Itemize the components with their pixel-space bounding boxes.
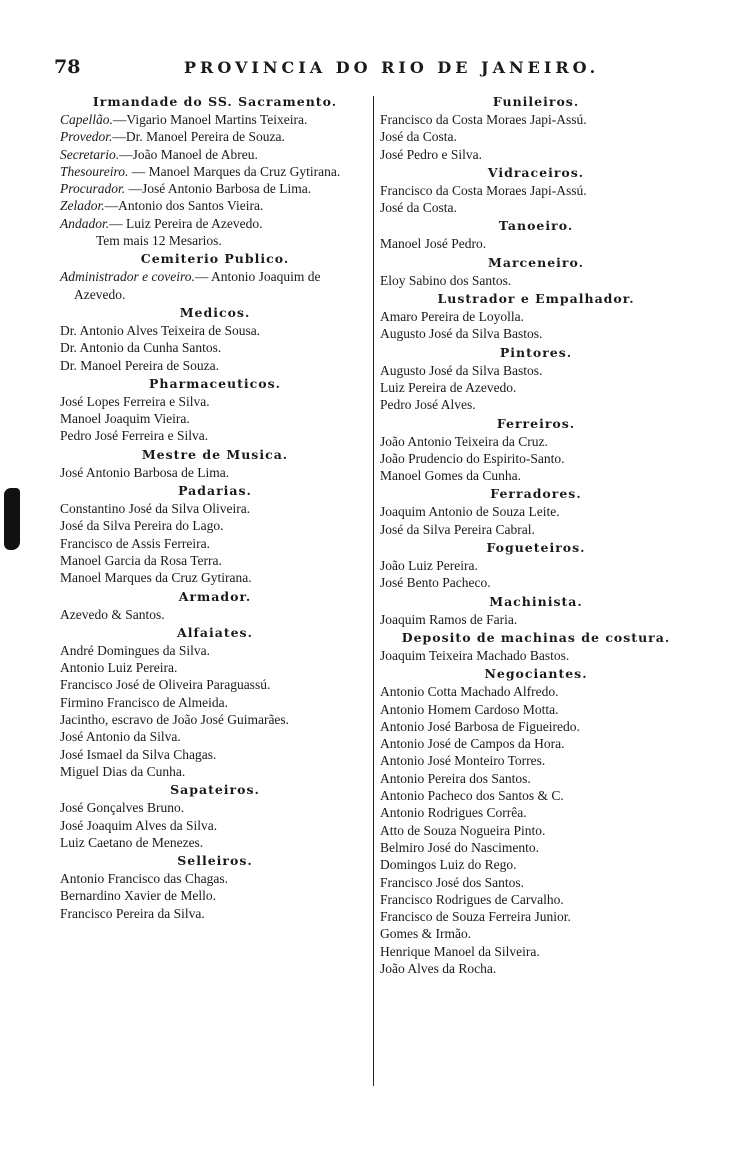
section-heading: Deposito de machinas de costura. xyxy=(401,629,671,645)
list-item: Firmino Francisco de Almeida. xyxy=(60,694,228,710)
list-item: José Ismael da Silva Chagas. xyxy=(60,746,217,762)
list-item: José Bento Pacheco. xyxy=(380,575,491,591)
list-item: Manoel Joaquim Vieira. xyxy=(60,411,190,427)
office-holder: —José Antonio Barbosa de Lima. xyxy=(125,181,312,197)
list-item: Augusto José da Silva Bastos. xyxy=(380,326,543,342)
section-heading: Pintores. xyxy=(499,344,573,360)
list-item: Dr. Antonio da Cunha Santos. xyxy=(60,340,222,356)
list-item: Dr. Antonio Alves Teixeira de Sousa. xyxy=(60,322,261,338)
list-item: Antonio Cotta Machado Alfredo. xyxy=(380,684,559,700)
list-item: Manoel Garcia da Rosa Terra. xyxy=(60,552,222,568)
list-item: José da Silva Pereira do Lago. xyxy=(60,518,224,534)
list-item: Antonio Francisco das Chagas. xyxy=(60,871,228,887)
list-item: Francisco Pereira da Silva. xyxy=(60,905,205,921)
section-heading: Sapateiros. xyxy=(170,782,260,798)
list-item: Antonio Pacheco dos Santos & C. xyxy=(380,788,564,804)
list-item: Manoel Gomes da Cunha. xyxy=(380,468,521,484)
office-holder: —Vigario Manoel Martins Teixeira. xyxy=(112,112,308,127)
office-holder: —Dr. Manoel Pereira de Souza. xyxy=(112,129,285,145)
list-item: Antonio José Barbosa de Figueiredo. xyxy=(380,718,580,734)
office-entry xyxy=(60,197,370,214)
office-title: Andador. xyxy=(60,215,110,231)
list-item: Augusto José da Silva Bastos. xyxy=(380,362,543,378)
column-divider xyxy=(373,96,374,1086)
list-item: Francisco de Assis Ferreira. xyxy=(60,535,210,551)
list-item: José Antonio da Silva. xyxy=(60,729,181,745)
office-holder: —Antonio dos Santos Vieira. xyxy=(104,198,264,214)
section-heading: Fogueteiros. xyxy=(486,540,586,556)
list-item: José da Silva Pereira Cabral. xyxy=(380,521,535,537)
list-item: João Alves da Rocha. xyxy=(380,960,497,976)
page-number: 78 xyxy=(54,56,81,78)
office-entry xyxy=(60,163,370,180)
section-heading: Funileiros. xyxy=(492,94,580,109)
section-heading: Negociantes. xyxy=(484,666,588,682)
section-heading: Cemiterio Publico. xyxy=(140,251,290,267)
list-item: Antonio José Monteiro Torres. xyxy=(380,753,546,769)
mesarios-note: Tem mais 12 Mesarios. xyxy=(96,233,222,249)
office-title: Provedor. xyxy=(60,129,113,145)
list-item: Joaquim Teixeira Machado Bastos. xyxy=(380,647,570,663)
list-item: Francisco de Souza Ferreira Junior. xyxy=(380,909,571,925)
list-item: Gomes & Irmão. xyxy=(380,926,472,942)
list-item: Dr. Manoel Pereira de Souza. xyxy=(60,357,219,373)
list-item: Francisco da Costa Moraes Japi-Assú. xyxy=(380,182,587,198)
list-item: André Domingues da Silva. xyxy=(60,642,210,658)
running-title: PROVINCIA DO RIO DE JANEIRO. xyxy=(184,58,600,77)
list-item: João Luiz Pereira. xyxy=(380,558,478,574)
section-heading: Lustrador e Empalhador. xyxy=(437,291,635,307)
list-item: Francisco da Costa Moraes Japi-Assú. xyxy=(380,112,587,127)
list-item: Luiz Pereira de Azevedo. xyxy=(380,379,517,395)
left-column xyxy=(60,92,370,922)
office-title: Capellão. xyxy=(60,112,113,127)
list-item: Antonio Homem Cardoso Motta. xyxy=(380,701,559,717)
list-item: José da Costa. xyxy=(380,200,457,216)
list-item: Atto de Souza Nogueira Pinto. xyxy=(380,822,546,838)
office-entry xyxy=(60,268,370,303)
office-entry xyxy=(60,128,370,145)
office-entry xyxy=(60,215,370,232)
list-item: Domingos Luiz do Rego. xyxy=(380,857,517,873)
section-heading: Pharmaceuticos. xyxy=(148,375,281,391)
office-title: Secretario. xyxy=(60,146,120,162)
list-item: Francisco José de Oliveira Paraguassú. xyxy=(60,677,271,693)
section-heading: Marceneiro. xyxy=(488,254,584,270)
section-heading: Medicos. xyxy=(179,304,251,320)
section-heading: Tanoeiro. xyxy=(498,218,574,234)
list-item: Manoel Marques da Cruz Gytirana. xyxy=(60,570,252,586)
office-holder: — Luiz Pereira de Azevedo. xyxy=(109,215,263,231)
list-item: Jacintho, escravo de João José Guimarães. xyxy=(60,712,290,728)
list-item: Eloy Sabino dos Santos. xyxy=(380,272,512,288)
office-entry xyxy=(60,146,370,163)
list-item: José Joaquim Alves da Silva. xyxy=(60,817,218,833)
list-item: Constantino José da Silva Oliveira. xyxy=(60,501,251,517)
list-item: Antonio Luiz Pereira. xyxy=(60,660,178,676)
office-holder: — Manoel Marques da Cruz Gytirana. xyxy=(128,163,341,179)
office-entry xyxy=(60,180,370,197)
page-header xyxy=(54,56,694,82)
list-item: Joaquim Ramos de Faria. xyxy=(380,611,518,627)
section-heading: Armador. xyxy=(178,588,252,604)
section-heading: Mestre de Musica. xyxy=(141,446,289,462)
list-item: Antonio Rodrigues Corrêa. xyxy=(380,805,527,821)
list-item: Manoel José Pedro. xyxy=(380,236,487,252)
list-item: Luiz Caetano de Menezes. xyxy=(60,834,204,850)
list-item: José Gonçalves Bruno. xyxy=(60,800,185,816)
list-item: Amaro Pereira de Loyolla. xyxy=(380,309,524,325)
ink-blot xyxy=(4,488,20,550)
section-heading: Vidraceiros. xyxy=(487,164,585,180)
office-holder: — Antonio Joaquim de Azevedo. xyxy=(74,269,321,302)
list-item: José Antonio Barbosa de Lima. xyxy=(60,464,230,480)
list-item: Bernardino Xavier de Mello. xyxy=(60,888,216,904)
list-item: Azevedo & Santos. xyxy=(60,606,165,622)
list-item: José Lopes Ferreira e Silva. xyxy=(60,393,210,409)
section-heading: Machinista. xyxy=(489,593,583,609)
office-title: Zelador. xyxy=(60,198,105,214)
list-item: Pedro José Ferreira e Silva. xyxy=(60,428,209,444)
list-item: Pedro José Alves. xyxy=(380,397,476,413)
section-heading: Alfaiates. xyxy=(177,624,253,640)
section-heading: Ferradores. xyxy=(490,486,582,502)
section-heading: Ferreiros. xyxy=(496,415,576,431)
list-item: Antonio José de Campos da Hora. xyxy=(380,736,565,752)
list-item: Joaquim Antonio de Souza Leite. xyxy=(380,504,560,520)
list-item: João Prudencio do Espirito-Santo. xyxy=(380,450,565,466)
office-title: Administrador e coveiro. xyxy=(60,269,195,285)
list-item: João Antonio Teixeira da Cruz. xyxy=(380,433,548,449)
list-item: José da Costa. xyxy=(380,129,457,145)
office-holder: —João Manoel de Abreu. xyxy=(119,146,258,162)
list-item: Francisco Rodrigues de Carvalho. xyxy=(380,891,564,907)
list-item: Francisco José dos Santos. xyxy=(380,874,524,890)
list-item: José Pedro e Silva. xyxy=(380,146,482,162)
list-item: Antonio Pereira dos Santos. xyxy=(380,770,531,786)
right-column xyxy=(380,92,692,977)
list-item: Miguel Dias da Cunha. xyxy=(60,763,186,779)
section-heading: Selleiros. xyxy=(177,853,253,869)
office-title: Thesoureiro. xyxy=(60,163,129,179)
office-entry xyxy=(60,111,370,128)
list-item: Henrique Manoel da Silveira. xyxy=(380,943,540,959)
section-heading: Padarias. xyxy=(178,483,252,499)
section-heading: Irmandade do SS. Sacramento. xyxy=(92,94,338,109)
list-item: Belmiro José do Nascimento. xyxy=(380,839,539,855)
office-title: Procurador. xyxy=(60,181,126,197)
